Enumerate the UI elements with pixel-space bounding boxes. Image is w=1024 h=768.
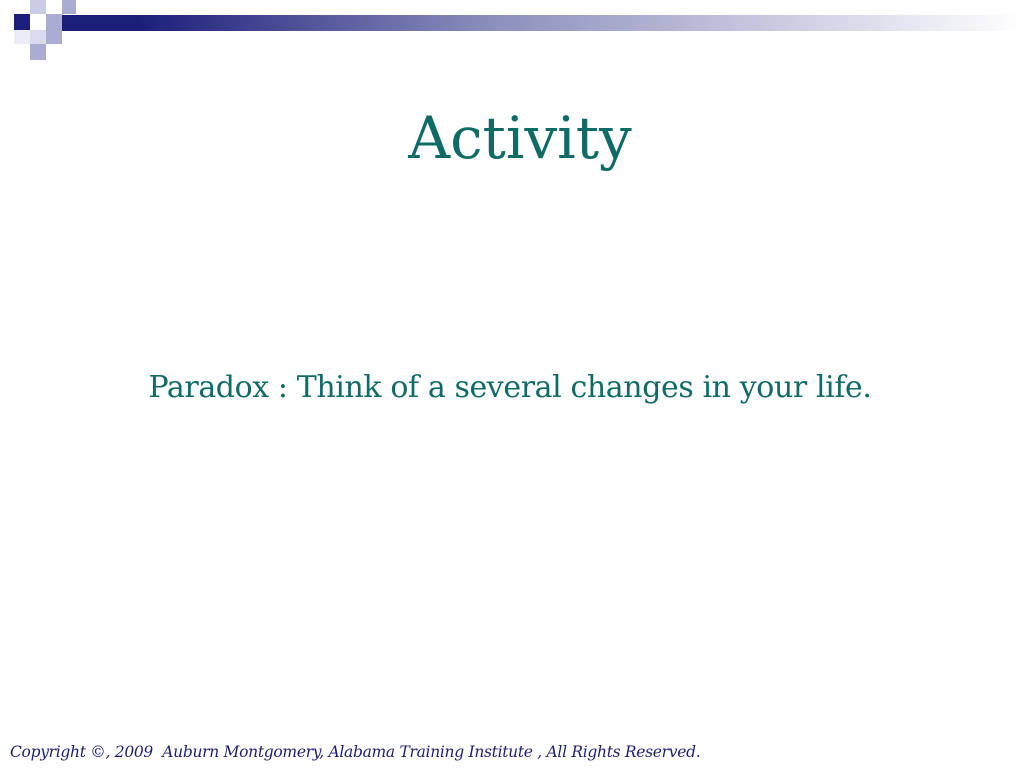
gradient-bar	[62, 15, 1024, 31]
slide-body-text: Paradox : Think of a several changes in your life.	[148, 370, 872, 405]
deco-square	[30, 44, 46, 60]
deco-square	[0, 0, 14, 14]
header-gradient-band	[0, 0, 1024, 64]
slide-title: Activity	[408, 104, 632, 172]
deco-square	[62, 0, 76, 14]
deco-square	[30, 0, 46, 14]
deco-square	[14, 30, 30, 44]
deco-square-dark	[14, 14, 30, 30]
deco-square	[30, 30, 46, 44]
deco-square	[46, 14, 62, 30]
copyright-footer: Copyright ©, 2009 Auburn Montgomery, Alabama Training Institute , All Rights Reserved.	[10, 743, 701, 761]
deco-square	[46, 30, 62, 44]
header-decoration	[0, 0, 1024, 64]
